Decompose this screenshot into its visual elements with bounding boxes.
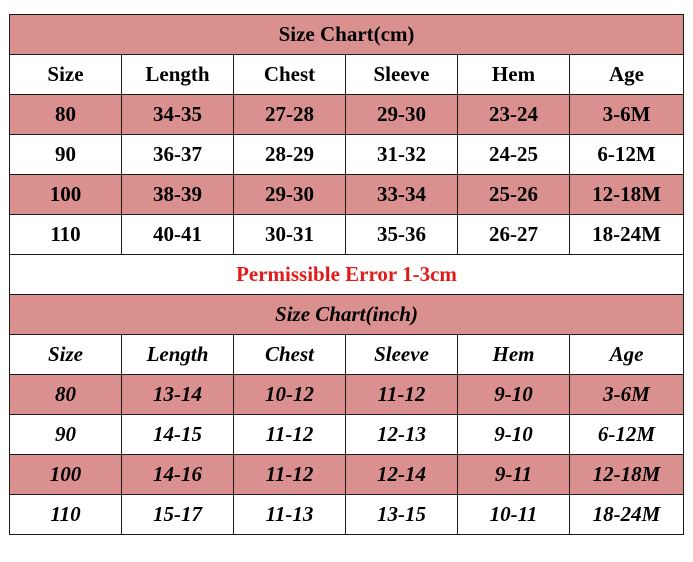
- table-cell: 12-13: [346, 415, 458, 455]
- header-cell: Chest: [234, 55, 346, 95]
- table-cell: 12-18M: [570, 175, 684, 215]
- table-cell: 18-24M: [570, 495, 684, 535]
- table-cell: 14-15: [122, 415, 234, 455]
- table-cell: 13-15: [346, 495, 458, 535]
- permissible-error-note: Permissible Error 1-3cm: [10, 255, 684, 295]
- table-cell: 80: [10, 95, 122, 135]
- table-row: [10, 175, 684, 215]
- size-chart-table: [9, 14, 684, 535]
- table-cell: 9-10: [458, 375, 570, 415]
- table-cell: 80: [10, 375, 122, 415]
- table-cell: 10-11: [458, 495, 570, 535]
- table-cell: 15-17: [122, 495, 234, 535]
- table-cell: 12-18M: [570, 455, 684, 495]
- table-cell: 26-27: [458, 215, 570, 255]
- header-cell: Sleeve: [346, 55, 458, 95]
- note-row: [10, 255, 684, 295]
- table-row: [10, 135, 684, 175]
- table-cell: 90: [10, 135, 122, 175]
- table-cell: 31-32: [346, 135, 458, 175]
- header-cell: Hem: [458, 55, 570, 95]
- table-cell: 24-25: [458, 135, 570, 175]
- header-cell: Size: [10, 55, 122, 95]
- table-cell: 6-12M: [570, 415, 684, 455]
- table-cell: 30-31: [234, 215, 346, 255]
- table-cell: 23-24: [458, 95, 570, 135]
- cm-table-title: Size Chart(cm): [10, 15, 684, 55]
- inch-table-title: Size Chart(inch): [10, 295, 684, 335]
- table-cell: 11-13: [234, 495, 346, 535]
- table-row: [10, 455, 684, 495]
- table-cell: 100: [10, 455, 122, 495]
- table-cell: 9-11: [458, 455, 570, 495]
- table-cell: 9-10: [458, 415, 570, 455]
- table-cell: 90: [10, 415, 122, 455]
- table-cell: 14-16: [122, 455, 234, 495]
- table-cell: 29-30: [346, 95, 458, 135]
- table-cell: 3-6M: [570, 375, 684, 415]
- header-cell: Age: [570, 335, 684, 375]
- header-cell: Hem: [458, 335, 570, 375]
- table-cell: 34-35: [122, 95, 234, 135]
- header-cell: Size: [10, 335, 122, 375]
- table-cell: 3-6M: [570, 95, 684, 135]
- table-cell: 100: [10, 175, 122, 215]
- header-cell: Age: [570, 55, 684, 95]
- table-row: [10, 95, 684, 135]
- table-row: [10, 495, 684, 535]
- table-cell: 11-12: [234, 415, 346, 455]
- cm-header-row: [10, 55, 684, 95]
- table-row: [10, 215, 684, 255]
- table-cell: 28-29: [234, 135, 346, 175]
- table-cell: 33-34: [346, 175, 458, 215]
- cm-title-row: [10, 15, 684, 55]
- table-cell: 12-14: [346, 455, 458, 495]
- table-cell: 10-12: [234, 375, 346, 415]
- table-cell: 110: [10, 495, 122, 535]
- header-cell: Length: [122, 335, 234, 375]
- header-cell: Chest: [234, 335, 346, 375]
- table-cell: 11-12: [234, 455, 346, 495]
- table-row: [10, 415, 684, 455]
- inch-title-row: [10, 295, 684, 335]
- table-cell: 35-36: [346, 215, 458, 255]
- table-cell: 29-30: [234, 175, 346, 215]
- table-cell: 6-12M: [570, 135, 684, 175]
- table-cell: 25-26: [458, 175, 570, 215]
- table-cell: 110: [10, 215, 122, 255]
- table-cell: 40-41: [122, 215, 234, 255]
- table-cell: 36-37: [122, 135, 234, 175]
- table-cell: 18-24M: [570, 215, 684, 255]
- header-cell: Sleeve: [346, 335, 458, 375]
- table-cell: 38-39: [122, 175, 234, 215]
- table-cell: 11-12: [346, 375, 458, 415]
- inch-header-row: [10, 335, 684, 375]
- table-row: [10, 375, 684, 415]
- table-cell: 27-28: [234, 95, 346, 135]
- header-cell: Length: [122, 55, 234, 95]
- table-cell: 13-14: [122, 375, 234, 415]
- size-chart-body: [10, 15, 684, 535]
